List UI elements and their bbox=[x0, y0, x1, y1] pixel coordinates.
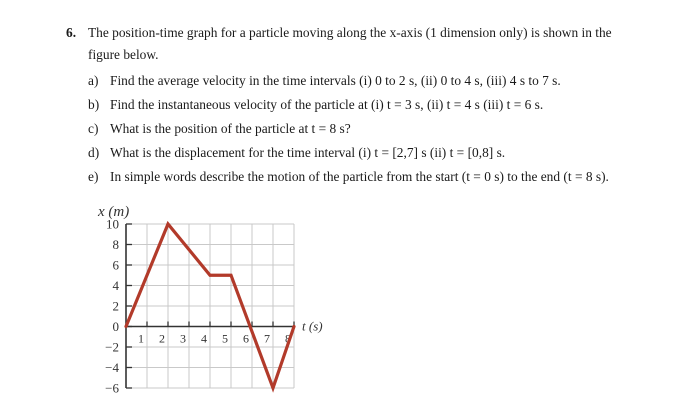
x-tick-label: 2 bbox=[159, 331, 165, 346]
x-tick-label: 6 bbox=[243, 331, 249, 346]
stem-line-1: The position-time graph for a particle moving along the x-axis (1 dimension only) is shown in the bbox=[88, 25, 612, 40]
data-point bbox=[293, 325, 295, 327]
question-number: 6. bbox=[66, 25, 77, 40]
y-tick-label: 6 bbox=[112, 257, 119, 273]
sub-question-label: a) bbox=[88, 73, 99, 88]
sub-question-text: Find the instantaneous velocity of the particle at (i) t = 3 s, (ii) t = 4 s (iii) t = 6 s. bbox=[110, 97, 544, 112]
x-tick-label: 5 bbox=[222, 331, 228, 346]
sub-question-label: d) bbox=[88, 145, 100, 160]
y-tick-label: −2 bbox=[105, 339, 119, 355]
sub-question-label: c) bbox=[88, 121, 99, 136]
x-tick-label: 1 bbox=[138, 331, 144, 346]
data-point bbox=[230, 274, 232, 276]
stem-line-2: figure below. bbox=[88, 47, 159, 62]
sub-question-text: Find the average velocity in the time intervals (i) 0 to 2 s, (ii) 0 to 4 s, (iii) 4 s to 7 s. bbox=[110, 73, 561, 88]
data-point bbox=[209, 274, 211, 276]
x-tick-label: 4 bbox=[201, 331, 207, 346]
x-tick-label: 3 bbox=[180, 331, 186, 346]
sub-question-e bbox=[88, 168, 688, 192]
sub-question-label: b) bbox=[88, 97, 100, 112]
y-tick-label: −4 bbox=[105, 360, 119, 375]
data-point bbox=[167, 223, 169, 225]
question-stem bbox=[88, 24, 678, 64]
y-tick-label: 2 bbox=[112, 298, 119, 314]
sub-question-a bbox=[88, 72, 688, 96]
sub-question-c bbox=[88, 120, 688, 144]
position-time-graph bbox=[78, 196, 338, 416]
x-tick-label: 7 bbox=[264, 331, 270, 346]
sub-question-label: e) bbox=[88, 169, 99, 184]
sub-question-text: What is the displacement for the time interval (i) t = [2,7] s (ii) t = [0,8] s. bbox=[110, 145, 506, 160]
sub-question-text: What is the position of the particle at t = 8 s? bbox=[110, 121, 351, 136]
y-tick-label: 4 bbox=[112, 278, 119, 293]
chart-svg bbox=[78, 196, 338, 411]
x-axis-label: t (s) bbox=[302, 318, 323, 334]
y-tick-label: 0 bbox=[112, 319, 119, 334]
y-axis-label: x (m) bbox=[98, 204, 130, 220]
y-tick-label: −6 bbox=[105, 380, 119, 396]
sub-question-b bbox=[88, 96, 688, 120]
y-tick-label: 10 bbox=[106, 216, 119, 232]
data-point bbox=[272, 387, 274, 389]
data-point bbox=[125, 325, 127, 327]
y-tick-label: 8 bbox=[112, 237, 119, 252]
sub-question-d bbox=[88, 144, 688, 168]
sub-questions bbox=[88, 72, 688, 192]
x-tick-label: 8 bbox=[285, 331, 291, 346]
sub-question-text: In simple words describe the motion of the particle from the start (t = 0 s) to the end (t = 8 s). bbox=[110, 169, 609, 184]
